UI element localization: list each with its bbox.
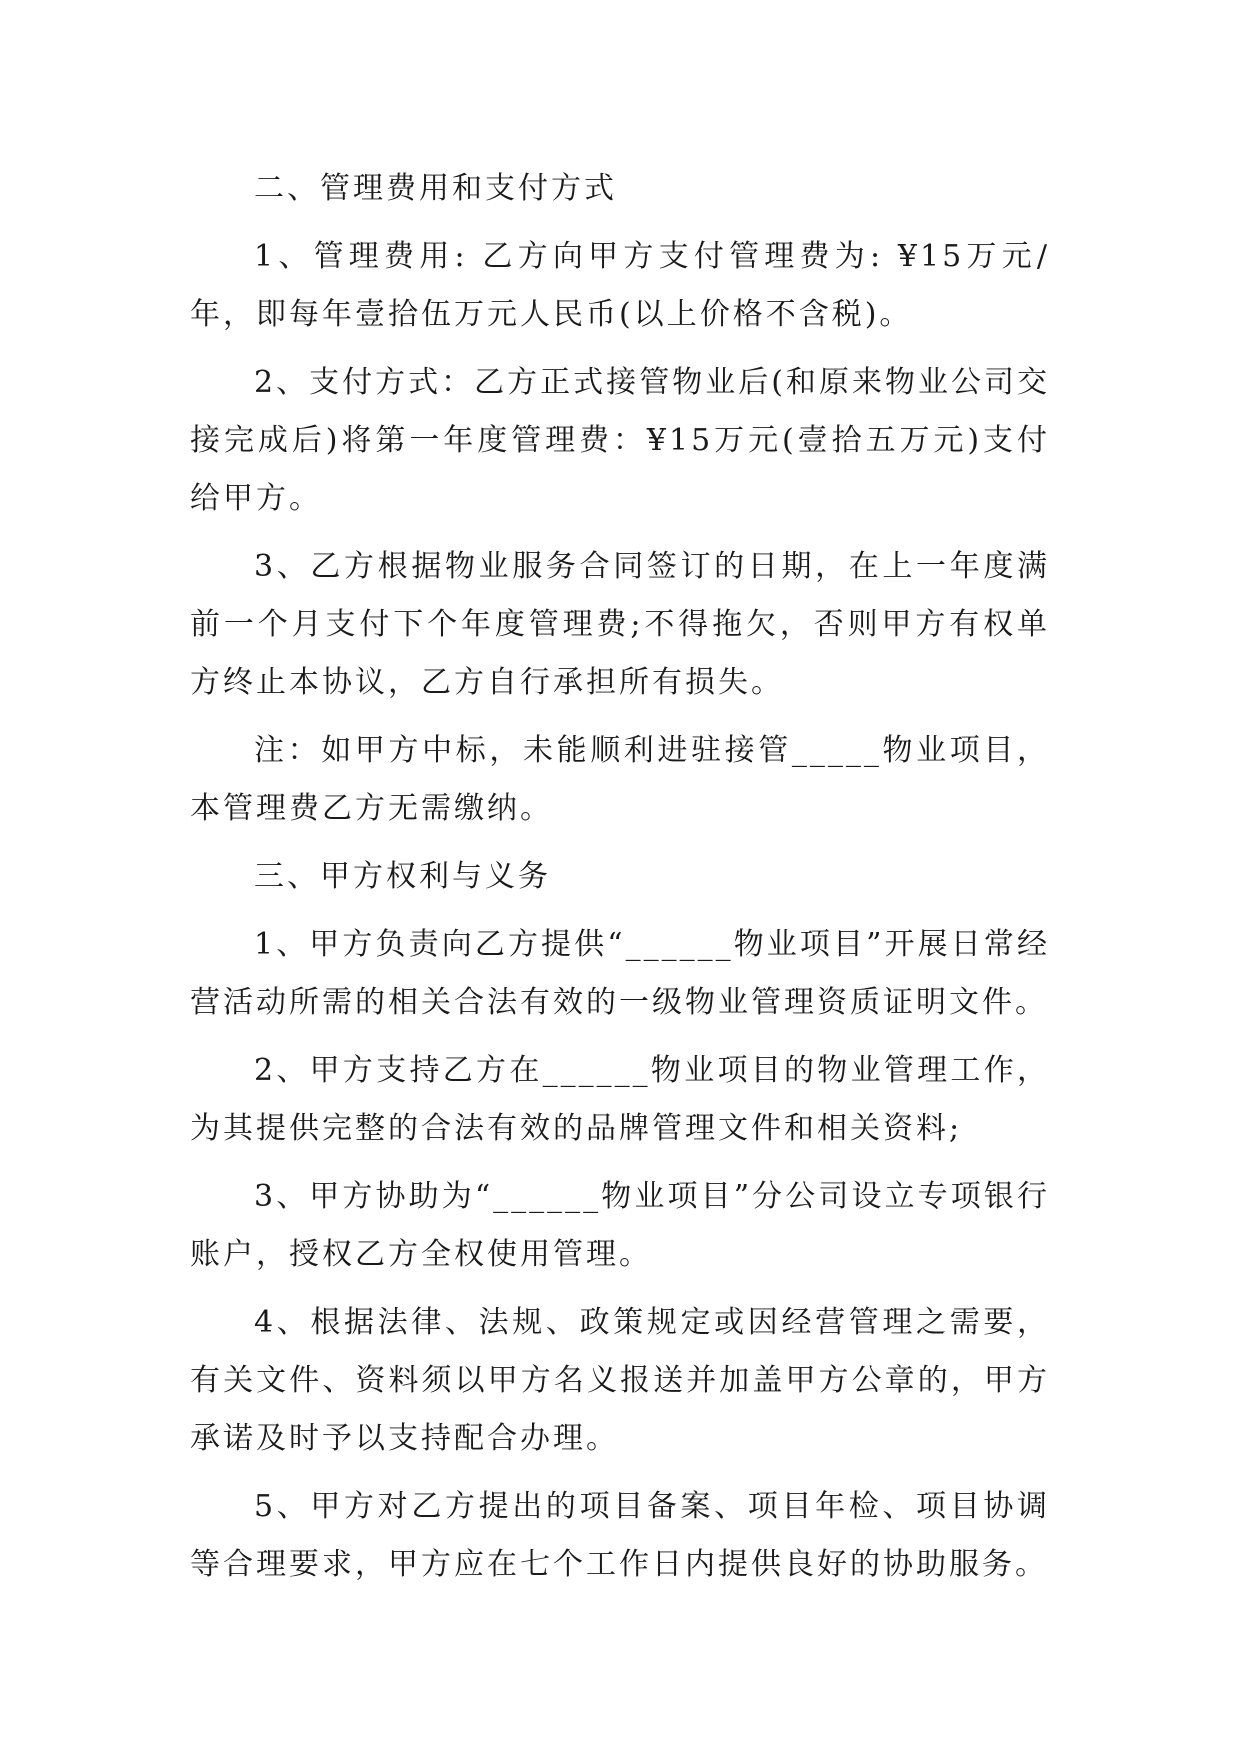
clause-rights-1: 1、甲方负责向乙方提供“______物业项目”开展日常经营活动所需的相关合法有效的一级物业管理资质证明文件。 bbox=[190, 927, 1050, 1020]
clause-rights-2: 2、甲方支持乙方在______物业项目的物业管理工作，为其提供完整的合法有效的品牌管理文件和相关资料; bbox=[190, 1053, 1050, 1146]
clause-rights-3: 3、甲方协助为“______物业项目”分公司设立专项银行账户，授权乙方全权使用管理。 bbox=[190, 1179, 1050, 1272]
clause-note: 注：如甲方中标，未能顺利进驻接管_____物业项目，本管理费乙方无需缴纳。 bbox=[190, 733, 1050, 826]
clause-rights-5: 5、甲方对乙方提出的项目备案、项目年检、项目协调等合理要求，甲方应在七个工作日内提供良好的协助服务。 bbox=[190, 1489, 1050, 1582]
section-heading-fees: 二、管理费用和支付方式 bbox=[254, 171, 617, 206]
section-heading-rights: 三、甲方权利与义务 bbox=[254, 859, 551, 894]
document-body bbox=[190, 160, 1050, 1594]
clause-rights-4: 4、根据法律、法规、政策规定或因经营管理之需要，有关文件、资料须以甲方名义报送并加盖甲方公章的，甲方承诺及时予以支持配合办理。 bbox=[190, 1305, 1050, 1456]
clause-payment-method: 2、支付方式：乙方正式接管物业后(和原来物业公司交接完成后)将第一年度管理费：¥15万元(壹拾五万元)支付给甲方。 bbox=[190, 365, 1050, 516]
clause-fee-amount: 1、管理费用: 乙方向甲方支付管理费为: ¥15万元/年，即每年壹拾伍万元人民币(以上价格不含税)。 bbox=[190, 239, 1050, 332]
clause-payment-schedule: 3、乙方根据物业服务合同签订的日期，在上一年度满前一个月支付下个年度管理费;不得拖欠，否则甲方有权单方终止本协议，乙方自行承担所有损失。 bbox=[190, 549, 1050, 700]
